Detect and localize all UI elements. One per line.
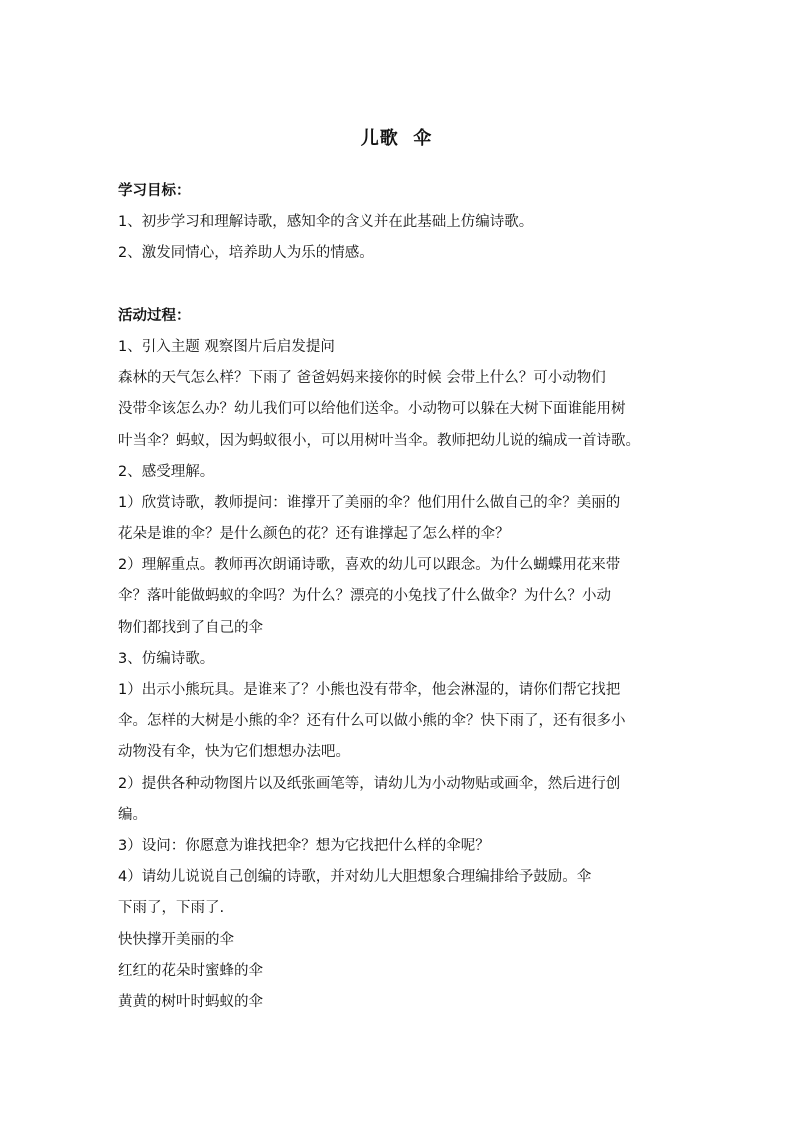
paragraph-line: 2）提供各种动物图片以及纸张画笔等，请幼儿为小动物贴或画伞，然后进行创 [118, 775, 621, 792]
poem-line: 快快撑开美丽的伞 [118, 931, 234, 948]
section-heading-objectives: 学习目标： [118, 183, 191, 199]
poem-line: 下雨了，下雨了. [118, 900, 225, 917]
paragraph-line: 1）出示小熊玩具。是谁来了？小熊也没有带伞，他会淋湿的，请你们帮它找把 [118, 682, 621, 698]
paragraph-line: 编。 [118, 806, 147, 823]
paragraph-line: 森林的天气怎么样？下雨了 爸爸妈妈来接你的时候 会带上什么？可小动物们 [118, 370, 606, 387]
paragraph-line: 没带伞该怎么办？幼儿我们可以给他们送伞。小动物可以躲在大树下面谁能用树 [118, 401, 626, 418]
paragraph-line: 伞。怎样的大树是小熊的伞？还有什么可以做小熊的伞？快下雨了，还有很多小 [118, 713, 626, 730]
paragraph-line: 1）欣赏诗歌，教师提问：谁撑开了美丽的伞？他们用什么做自己的伞？美丽的 [118, 494, 621, 511]
poem-line: 红红的花朵时蜜蜂的伞 [118, 962, 263, 979]
poem-line: 黄黄的树叶时蚂蚁的伞 [118, 993, 263, 1010]
paragraph-line: 物们都找到了自己的伞 [118, 619, 263, 636]
paragraph-line: 2）理解重点。教师再次朗诵诗歌，喜欢的幼儿可以跟念。为什么蝴蝶用花来带 [118, 557, 621, 574]
objective-item: 2、激发同情心，培养助人为乐的情感。 [118, 245, 374, 262]
process-step-heading: 3、仿编诗歌。 [118, 650, 215, 667]
paragraph-line: 3）设问：你愿意为谁找把伞？想为它找把什么样的伞呢？ [118, 837, 490, 854]
process-step-heading: 1、引入主题 观察图片后启发提问 [118, 338, 335, 355]
paragraph-line: 4）请幼儿说说自己创编的诗歌，并对幼儿大胆想象合理编排给予鼓励。伞 [118, 869, 592, 886]
paragraph-line: 伞？落叶能做蚂蚁的伞吗？为什么？漂亮的小兔找了什么做伞？为什么？小动 [118, 588, 611, 605]
document-title: 儿歌 伞 [360, 128, 433, 149]
objective-item: 1、初步学习和理解诗歌，感知伞的含义并在此基础上仿编诗歌。 [118, 214, 534, 231]
paragraph-line: 叶当伞？蚂蚁，因为蚂蚁很小，可以用树叶当伞。教师把幼儿说的编成一首诗歌。 [118, 432, 640, 449]
paragraph-line: 花朵是谁的伞？是什么颜色的花？还有谁撑起了怎么样的伞？ [118, 526, 510, 543]
process-step-heading: 2、感受理解。 [118, 463, 215, 480]
paragraph-line: 动物没有伞，快为它们想想办法吧。 [118, 744, 350, 761]
document-body [118, 176, 678, 1018]
section-heading-process: 活动过程： [118, 307, 191, 324]
paragraph-spacer [118, 270, 678, 301]
